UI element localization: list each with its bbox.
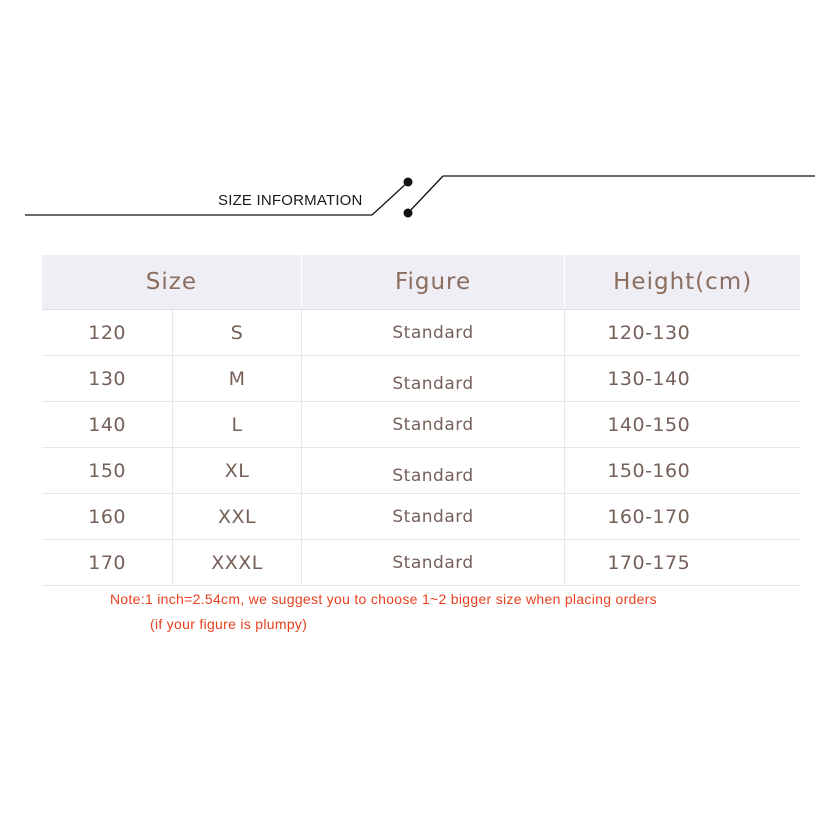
table-row bbox=[42, 356, 800, 402]
size-table bbox=[42, 255, 800, 586]
size-letter-cell: S bbox=[173, 310, 302, 356]
size-letter-cell: XXL bbox=[173, 494, 302, 540]
size-letter-cell: L bbox=[173, 402, 302, 448]
figure-cell bbox=[301, 448, 565, 494]
divider-slash-right bbox=[408, 176, 443, 213]
figure-cell: Standard bbox=[301, 540, 565, 586]
height-cell: 170-175 bbox=[565, 540, 800, 586]
table-row bbox=[42, 448, 800, 494]
divider-dot-top bbox=[404, 178, 413, 187]
figure-cell bbox=[301, 356, 565, 402]
table-row bbox=[42, 402, 800, 448]
height-cell: 130-140 bbox=[565, 356, 800, 402]
divider-slash-left bbox=[372, 182, 408, 215]
figure-cell: Standard bbox=[301, 402, 565, 448]
column-header-figure: Figure bbox=[301, 255, 565, 310]
size-number-cell: 150 bbox=[42, 448, 173, 494]
table-row bbox=[42, 494, 800, 540]
column-header-height: Height(cm) bbox=[565, 255, 800, 310]
column-header-size: Size bbox=[42, 255, 301, 310]
figure-cell: Standard bbox=[301, 310, 565, 356]
table-row bbox=[42, 310, 800, 356]
size-number-cell: 120 bbox=[42, 310, 173, 356]
size-note-continued: (if your figure is plumpy) bbox=[150, 616, 308, 632]
size-letter-cell: XL bbox=[173, 448, 302, 494]
size-number-cell: 170 bbox=[42, 540, 173, 586]
size-number-cell: 140 bbox=[42, 402, 173, 448]
table-header-row bbox=[42, 255, 800, 310]
size-number-cell: 160 bbox=[42, 494, 173, 540]
size-note: Note:1 inch=2.54cm, we suggest you to choose 1~2 bigger size when placing orders bbox=[110, 591, 657, 607]
height-cell: 150-160 bbox=[565, 448, 800, 494]
height-cell: 160-170 bbox=[565, 494, 800, 540]
size-number-cell: 130 bbox=[42, 356, 173, 402]
header-divider-graphic bbox=[0, 0, 840, 240]
figure-cell: Standard bbox=[301, 494, 565, 540]
size-letter-cell: XXXL bbox=[173, 540, 302, 586]
table-row bbox=[42, 540, 800, 586]
figure-label: Standard bbox=[392, 465, 474, 486]
height-cell: 140-150 bbox=[565, 402, 800, 448]
size-letter-cell: M bbox=[173, 356, 302, 402]
figure-label: Standard bbox=[392, 373, 474, 394]
section-title: SIZE INFORMATION bbox=[218, 192, 363, 209]
divider-dot-bottom bbox=[404, 209, 413, 218]
section-header bbox=[0, 0, 840, 240]
height-cell: 120-130 bbox=[565, 310, 800, 356]
